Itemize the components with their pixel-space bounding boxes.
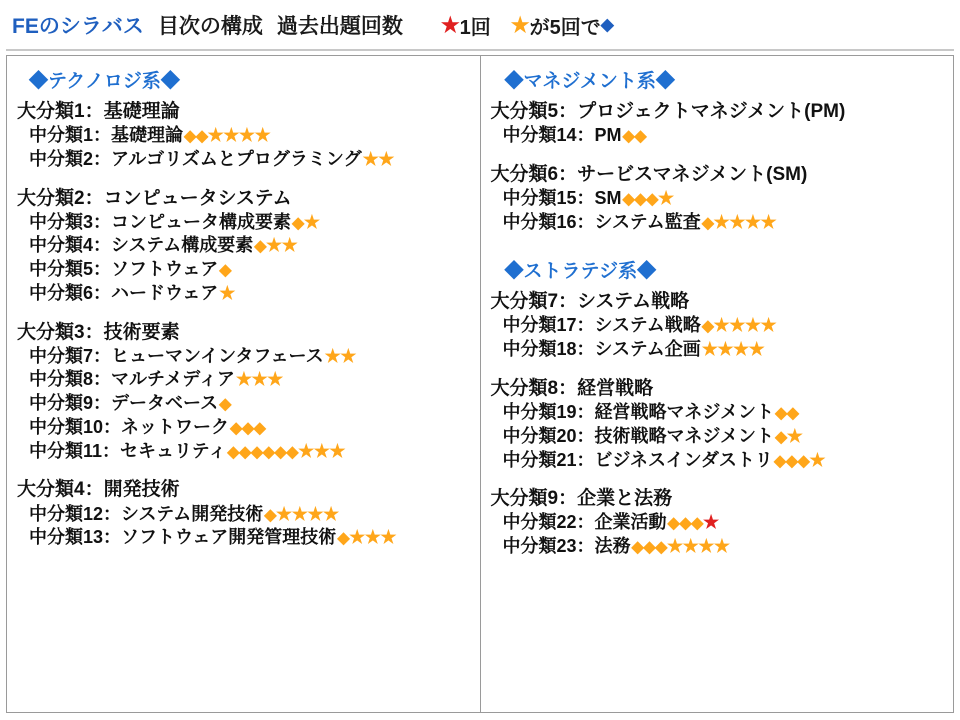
minor-category-row (17, 416, 474, 440)
diamond-icon: ◆ (239, 443, 251, 461)
star-icon: ★ (713, 315, 730, 336)
minor-category-label: 中分類1：基礎理論 (29, 125, 184, 146)
frequency-marks (337, 527, 396, 547)
diamond-icon: ◆ (262, 443, 275, 461)
star-icon: ★ (219, 282, 235, 303)
star-icon: ★ (267, 369, 283, 390)
category-group (491, 376, 948, 472)
minor-category-label: 中分類16：システム監査 (502, 211, 701, 232)
frequency-marks (236, 369, 283, 389)
star-icon: ★ (362, 148, 379, 169)
category-group (17, 99, 474, 172)
minor-category-row (491, 449, 948, 473)
minor-category-label: 中分類11：セキュリティ (29, 440, 227, 461)
star-icon: ★ (698, 536, 714, 557)
diamond-icon: ◆ (250, 443, 263, 461)
minor-category-label: 中分類20：技術戦略マネジメント (502, 425, 774, 446)
star-icon: ★ (378, 148, 394, 169)
minor-category-label: 中分類17：システム戦略 (502, 315, 701, 336)
category-group (491, 486, 948, 559)
frequency-marks (325, 346, 356, 366)
star-icon: ★ (744, 211, 761, 232)
diamond-icon: ◆ (195, 128, 208, 146)
column-technology (7, 56, 481, 712)
star-icon: ★ (717, 339, 734, 360)
minor-category-row (491, 314, 948, 338)
star-icon: ★ (322, 503, 339, 524)
star-icon: ★ (223, 125, 239, 146)
major-category-label: 大分類5：プロジェクトマネジメント(PM) (490, 101, 846, 122)
star-icon: ★ (733, 339, 749, 360)
star-icon: ★ (786, 425, 803, 446)
column-title: ◆テクノロジ系◆ (29, 71, 180, 92)
minor-category-label: 中分類7：ヒューマンインタフェース (29, 345, 324, 366)
frequency-marks (668, 512, 719, 532)
minor-category-row (491, 187, 948, 211)
star-icon: ★ (748, 339, 765, 360)
star-icon: ★ (349, 527, 365, 548)
minor-category-row (491, 124, 948, 148)
frequency-marks (219, 283, 235, 303)
minor-category-row (17, 503, 474, 527)
diamond-icon: ◆ (797, 452, 810, 470)
category-group (17, 320, 474, 464)
minor-category-row (491, 401, 948, 425)
content-frame (6, 55, 954, 713)
frequency-marks (774, 450, 825, 470)
minor-category-label: 中分類6：ハードウェア (29, 282, 219, 303)
minor-category-label: 中分類14：PM (502, 125, 622, 146)
star-icon: ★ (701, 339, 718, 360)
minor-category-row (491, 211, 948, 235)
minor-category-row (17, 148, 474, 172)
diamond-icon: ◆ (253, 419, 266, 437)
star-icon: ★ (298, 440, 314, 461)
frequency-marks (230, 417, 265, 437)
minor-category-label: 中分類12：システム開発技術 (29, 503, 264, 524)
minor-category-row (17, 392, 474, 416)
column-title: ◆マネジメント系◆ (504, 71, 675, 92)
diamond-icon: ◆ (773, 452, 786, 470)
frequency-marks (292, 212, 319, 232)
minor-category-row (491, 425, 948, 449)
star-orange-icon: ★ (510, 13, 530, 37)
minor-category-row (17, 345, 474, 369)
minor-category-row (491, 535, 948, 559)
frequency-marks (775, 402, 799, 422)
diamond-icon: ◆ (691, 515, 703, 533)
frequency-marks (219, 393, 231, 413)
star-icon: ★ (235, 369, 252, 390)
diamond-icon: ◆ (622, 128, 635, 146)
star-icon: ★ (364, 527, 381, 548)
star-red-icon: ★ (440, 13, 460, 37)
diamond-icon: ◆ (667, 515, 680, 533)
minor-category-row (17, 368, 474, 392)
star-icon: ★ (657, 187, 674, 208)
minor-category-row (17, 124, 474, 148)
minor-category-label: 中分類13：ソフトウェア開発管理技術 (29, 527, 337, 548)
minor-category-label: 中分類22：企業活動 (502, 512, 667, 533)
diamond-icon: ◆ (679, 515, 692, 533)
star-icon: ★ (729, 211, 745, 232)
frequency-marks (623, 125, 647, 145)
star-icon: ★ (760, 211, 777, 232)
minor-category-row (491, 511, 948, 535)
frequency-marks (254, 235, 297, 255)
major-category-label: 大分類4：開発技術 (17, 479, 180, 501)
diamond-icon: ◆ (785, 452, 798, 470)
minor-category-row (17, 440, 474, 464)
frequency-marks (702, 315, 776, 335)
diamond-icon: ◆ (786, 405, 799, 423)
diamond-icon: ◆ (701, 214, 714, 232)
header-legend (421, 11, 614, 40)
major-category-label: 大分類7：システム戦略 (490, 291, 690, 313)
star-icon: ★ (809, 449, 825, 470)
star-red-icon: ★ (702, 512, 719, 533)
minor-category-row (17, 258, 474, 282)
star-icon: ★ (266, 235, 282, 256)
minor-category-row (491, 338, 948, 362)
category-group (17, 186, 474, 306)
diamond-icon: ◆ (274, 443, 287, 461)
star-icon: ★ (760, 315, 777, 336)
minor-category-label: 中分類21：ビジネスインダストリ (502, 449, 773, 470)
diamond-icon: ◆ (264, 506, 277, 524)
star-icon: ★ (340, 345, 356, 366)
star-icon: ★ (238, 125, 255, 146)
page-header (0, 0, 960, 50)
header-subtitle-1: 目次の構成 (157, 15, 263, 38)
minor-category-label: 中分類8：マルチメディア (29, 369, 235, 390)
star-icon: ★ (303, 211, 320, 232)
page-title: FEのシラバス (12, 15, 144, 38)
star-icon: ★ (207, 125, 224, 146)
frequency-marks (623, 188, 674, 208)
diamond-icon: ◆ (219, 396, 231, 414)
diamond-icon: ◆ (701, 318, 714, 336)
star-icon: ★ (313, 440, 330, 461)
category-group (17, 477, 474, 550)
diamond-icon: ◆ (774, 428, 787, 446)
star-icon: ★ (251, 369, 268, 390)
minor-category-label: 中分類9：データベース (29, 393, 219, 414)
diamond-icon: ◆ (622, 190, 635, 208)
diamond-icon: ◆ (227, 443, 240, 461)
diamond-icon: ◆ (634, 190, 647, 208)
minor-category-label: 中分類18：システム企画 (502, 339, 701, 360)
legend-five-times-label: が5回で (529, 16, 601, 39)
minor-category-label: 中分類23：法務 (502, 536, 631, 557)
frequency-marks (363, 149, 394, 169)
minor-category-row (17, 282, 474, 306)
frequency-marks (632, 536, 730, 556)
legend-one-time-label: 1回 (459, 16, 491, 39)
category-group (491, 289, 948, 362)
star-icon: ★ (254, 125, 271, 146)
minor-category-row (17, 526, 474, 550)
star-icon: ★ (729, 315, 745, 336)
minor-category-row (17, 234, 474, 258)
frequency-marks (184, 125, 270, 145)
category-group (491, 99, 948, 148)
star-icon: ★ (307, 503, 323, 524)
minor-category-row (17, 211, 474, 235)
minor-category-label: 中分類2：アルゴリズムとプログラミング (29, 148, 362, 169)
category-group (491, 162, 948, 235)
header-divider (6, 49, 954, 51)
diamond-icon: ◆ (254, 238, 267, 256)
frequency-marks (702, 339, 765, 359)
minor-category-label: 中分類10：ネットワーク (29, 416, 230, 437)
diamond-icon: ◆ (643, 539, 656, 557)
diamond-icon: ◆ (292, 214, 304, 232)
major-category-label: 大分類8：経営戦略 (490, 377, 654, 399)
star-icon: ★ (682, 536, 699, 557)
diamond-icon: ◆ (774, 405, 787, 423)
star-icon: ★ (380, 527, 397, 548)
major-category-label: 大分類6：サービスマネジメント(SM) (490, 163, 808, 185)
minor-category-label: 中分類19：経営戦略マネジメント (502, 402, 774, 423)
minor-category-label: 中分類4：システム構成要素 (29, 235, 254, 256)
column-management-strategy (481, 56, 954, 712)
minor-category-label: 中分類5：ソフトウェア (29, 259, 219, 280)
diamond-icon: ◆ (631, 539, 644, 557)
star-icon: ★ (713, 211, 730, 232)
diamond-icon: ◆ (230, 419, 242, 437)
major-category-label: 大分類2：コンピュータシステム (17, 187, 292, 209)
diamond-icon: ◆ (184, 128, 196, 146)
major-category-label: 大分類1：基礎理論 (17, 101, 180, 122)
header-subtitle-2: 過去出題回数 (276, 15, 403, 38)
star-icon: ★ (666, 536, 683, 557)
frequency-marks (775, 426, 802, 446)
diamond-blue-icon: ◆ (600, 15, 614, 34)
star-icon: ★ (713, 536, 730, 557)
frequency-marks (264, 504, 338, 524)
diamond-icon: ◆ (219, 262, 232, 280)
diamond-icon: ◆ (655, 539, 667, 557)
diamond-icon: ◆ (241, 419, 254, 437)
star-icon: ★ (329, 440, 346, 461)
frequency-marks (219, 259, 231, 279)
minor-category-label: 中分類3：コンピュータ構成要素 (29, 211, 292, 232)
minor-category-label: 中分類15：SM (502, 187, 622, 208)
star-icon: ★ (291, 503, 308, 524)
star-icon: ★ (324, 345, 341, 366)
major-category-label: 大分類9：企業と法務 (490, 488, 673, 510)
diamond-icon: ◆ (337, 530, 350, 548)
frequency-marks (227, 441, 345, 461)
star-icon: ★ (744, 315, 761, 336)
star-icon: ★ (281, 235, 298, 256)
diamond-icon: ◆ (646, 190, 658, 208)
diamond-icon: ◆ (286, 443, 299, 461)
diamond-icon: ◆ (634, 128, 647, 146)
star-icon: ★ (276, 503, 292, 524)
section-spacer (491, 248, 948, 256)
frequency-marks (702, 212, 776, 232)
column-title: ◆ストラテジ系◆ (504, 261, 657, 283)
major-category-label: 大分類3：技術要素 (17, 321, 180, 343)
